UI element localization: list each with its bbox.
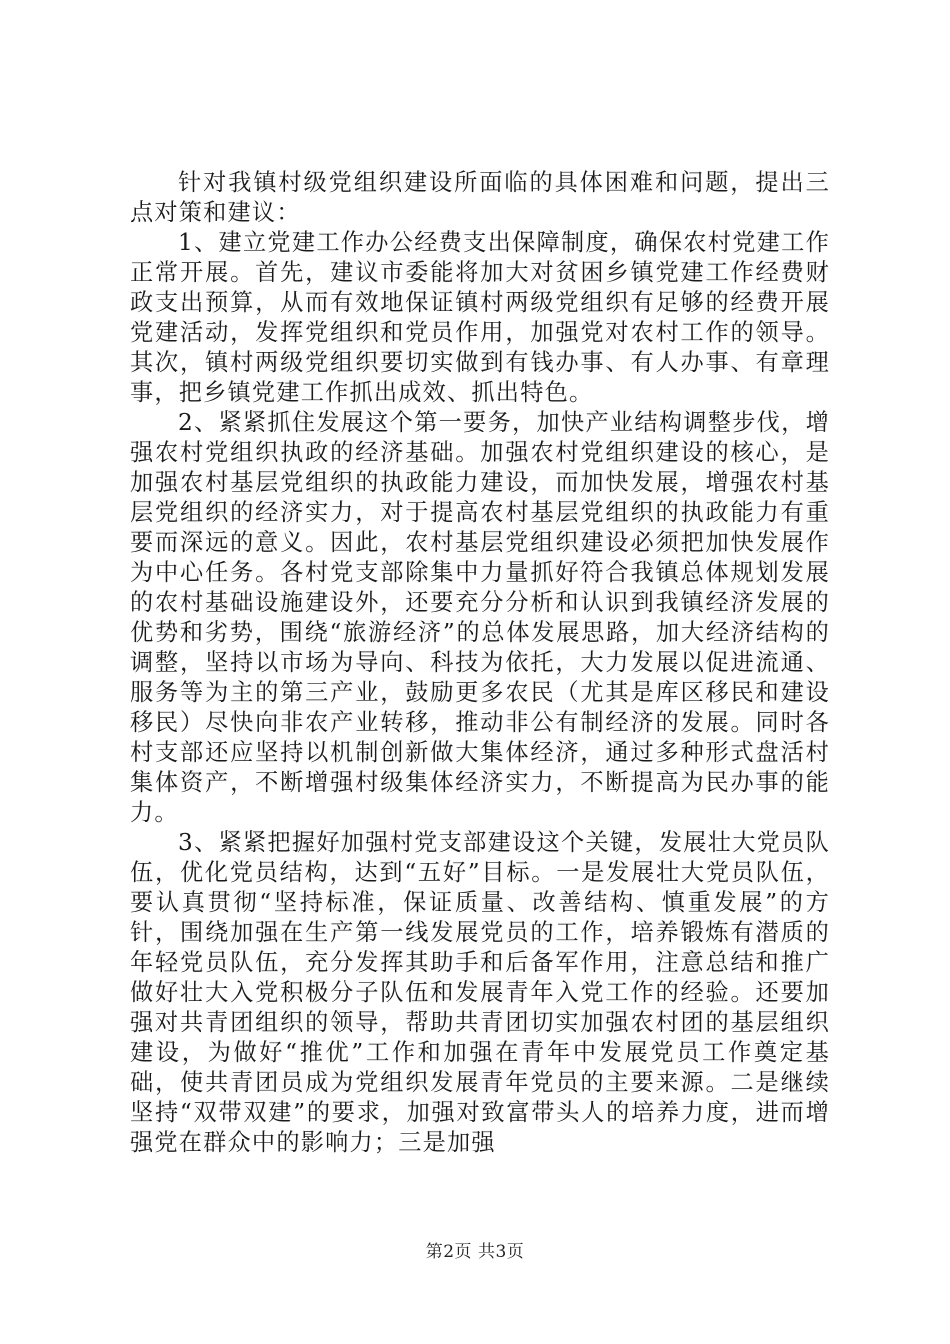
paragraph-point-2: 2、紧紧抓住发展这个第一要务，加快产业结构调整步伐，增强农村党组织执政的经济基础。加强农村党组织建设的核心，是加强农村基层党组织的执政能力建设，而加快发展，增强农村基层党组织的经济实力，对于提高农村基层党组织的执政能力有重要而深远的意义。因此，农村基层党组织建设必须把加快发展作为中心任务。各村党支部除集中力量抓好符合我镇总体规划发展的农村基础设施建设外，还要充分分析和认识到我镇经济发展的优势和劣势，围绕“旅游经济”的总体发展思路，加大经济结构的调整，坚持以市场为导向、科技为依托，大力发展以促进流通、服务等为主的第三产业，鼓励更多农民（尤其是库区移民和建设移民）尽快向非农产业转移，推动非公有制经济的发展。同时各村支部还应坚持以机制创新做大集体经济，通过多种形式盘活村集体资产，不断增强村级集体经济实力，不断提高为民办事的能力。 — [130, 409, 830, 826]
paragraph-point-3: 3、紧紧把握好加强村党支部建设这个关键，发展壮大党员队伍，优化党员结构，达到“五好”目标。一是发展壮大党员队伍，要认真贯彻“坚持标准，保证质量、改善结构、慎重发展”的方针，围绕加强在生产第一线发展党员的工作，培养锻炼有潜质的年轻党员队伍，充分发挥其助手和后备军作用，注意总结和推广做好壮大入党积极分子队伍和发展青年入党工作的经验。还要加强对共青团组织的领导，帮助共青团切实加强农村团的基层组织建设，为做好“推优”工作和加强在青年中发展党员工作奠定基础，使共青团员成为党组织发展青年党员的主要来源。二是继续坚持“双带双建”的要求，加强对致富带头人的培养力度，进而增强党在群众中的影响力；三是加强 — [130, 829, 830, 1156]
paragraph-intro: 针对我镇村级党组织建设所面临的具体困难和问题，提出三点对策和建议： — [130, 169, 830, 226]
document-body — [130, 168, 830, 1158]
page-footer: 第2页 共3页 — [425, 1242, 525, 1262]
paragraph-point-1: 1、建立党建工作办公经费支出保障制度，确保农村党建工作正常开展。首先，建议市委能将加大对贫困乡镇党建工作经费财政支出预算，从而有效地保证镇村两级党组织有足够的经费开展党建活动，发挥党组织和党员作用，加强党对农村工作的领导。其次，镇村两级党组织要切实做到有钱办事、有人办事、有章理事，把乡镇党建工作抓出成效、抓出特色。 — [130, 229, 830, 406]
